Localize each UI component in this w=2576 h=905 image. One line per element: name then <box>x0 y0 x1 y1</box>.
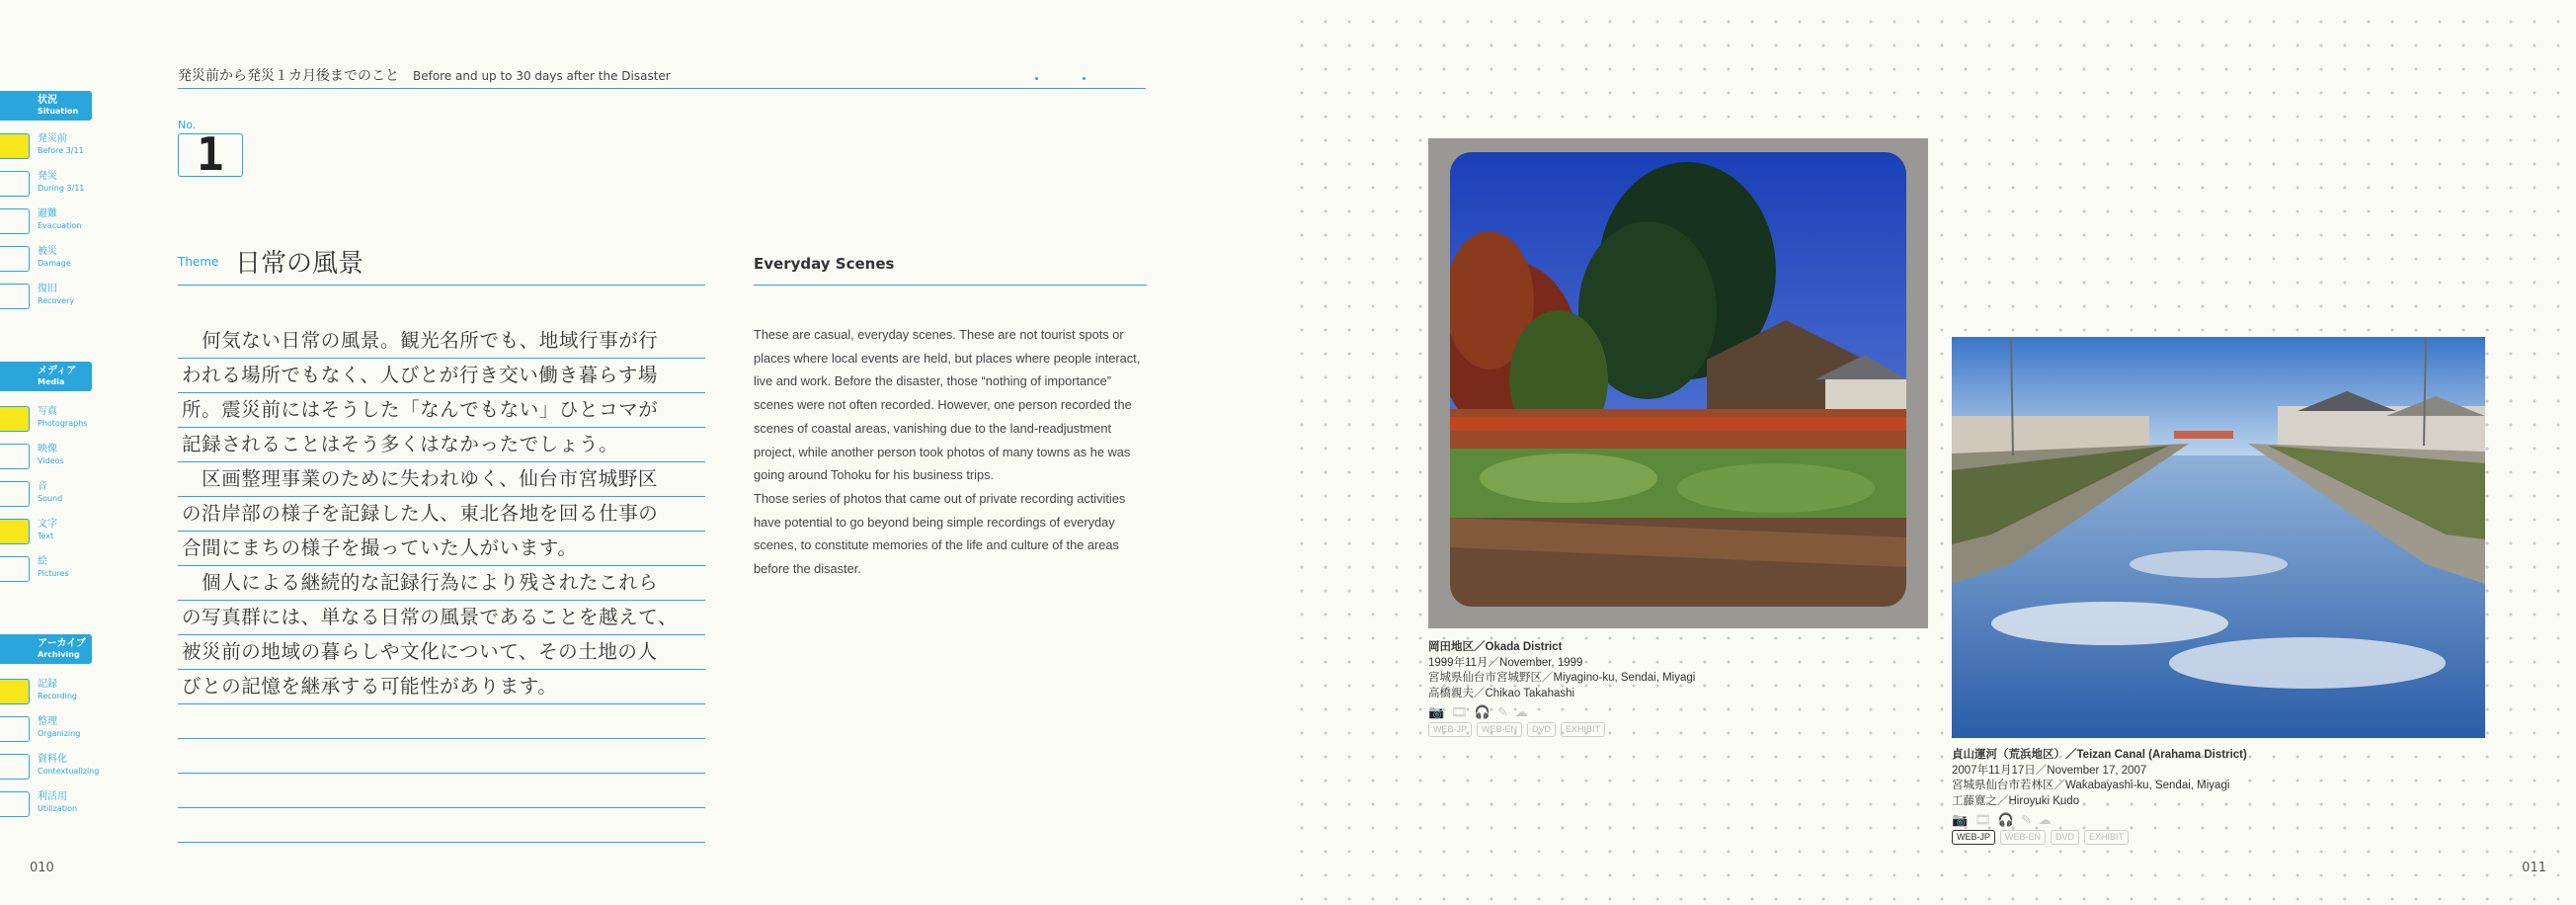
sidebar-item-during <box>0 171 99 197</box>
item-label-en: Text <box>38 532 54 540</box>
item-label: 避難 <box>38 208 57 219</box>
body-text-jp <box>178 324 705 843</box>
index-marker <box>0 444 30 469</box>
tag-exhibit: EXHIBIT <box>1561 722 1605 737</box>
theme-title: 日常の風景 <box>235 249 364 279</box>
index-marker <box>0 754 30 780</box>
sidebar-item-before <box>0 133 99 159</box>
item-label-en: Evacuation <box>38 221 82 230</box>
sidebar-group-title: アーカイブ <box>38 638 86 649</box>
body-line: 記録されることはそう多くはなかったでしょう。 <box>178 428 705 462</box>
sidebar-group-title: 状況 <box>38 95 57 106</box>
sidebar-item-photographs <box>0 406 99 432</box>
text-icon: ✎ <box>2020 812 2032 827</box>
item-label: 映像 <box>38 444 57 454</box>
photo-title: 貞山運河（荒浜地区）／Teizan Canal (Arahama District) <box>1952 749 2247 761</box>
index-marker <box>0 246 30 272</box>
page-number-right: 011 <box>2522 861 2546 875</box>
media-icons <box>1428 705 1695 719</box>
photo-okada-frame <box>1428 138 1928 628</box>
decor-dot <box>1083 77 1086 80</box>
sidebar-item-pictures <box>0 556 99 582</box>
sidebar-item-contextualizing <box>0 754 99 780</box>
sidebar-group-archiving <box>0 634 92 664</box>
sidebar-item-text <box>0 519 99 544</box>
sidebar-item-utilization <box>0 791 99 817</box>
body-line: 合間にまちの様子を撮っていた人がいます。 <box>178 532 705 566</box>
english-title: Everyday Scenes <box>754 255 895 273</box>
item-label-en: Sound <box>38 494 63 503</box>
item-label: 復旧 <box>38 284 57 294</box>
item-label: 被災 <box>38 246 57 257</box>
sidebar-item-sound <box>0 481 99 507</box>
body-line: びとの記憶を継承する可能性があります。 <box>178 670 705 704</box>
photo-author: 工藤寛之／Hiroyuki Kudo <box>1952 794 2080 807</box>
index-marker <box>0 284 30 309</box>
photo-okada-caption <box>1428 640 1695 737</box>
headphones-icon: 🎧 <box>1997 812 2014 827</box>
sidebar-item-evacuation <box>0 208 99 234</box>
sidebar-group-title-en: Situation <box>38 107 79 116</box>
running-head-title-en: Before and up to 30 days after the Disaster <box>413 69 671 83</box>
photo-okada <box>1450 152 1906 607</box>
item-label-en: During 3/11 <box>38 184 85 193</box>
sidebar-item-damage <box>0 246 99 272</box>
body-line: 個人による継続的な記録行為により残されたこれら <box>178 566 705 601</box>
body-line <box>178 774 705 808</box>
sidebar-item-videos <box>0 444 99 469</box>
publication-tags <box>1952 830 2247 845</box>
item-label: 音 <box>38 481 47 492</box>
camera-icon: 📷 <box>1952 812 1969 827</box>
photo-author: 高橋親夫／Chikao Takahashi <box>1428 687 1575 699</box>
entry-number: 1 <box>178 133 243 177</box>
media-icons <box>1952 813 2247 827</box>
item-label: 文字 <box>38 519 57 530</box>
item-label: 写真 <box>38 406 57 417</box>
item-label-en: Utilization <box>38 804 78 813</box>
body-line: の写真群には、単なる日常の風景であることを越えて、 <box>178 601 705 635</box>
body-en-paragraph: Those series of photos that came out of private recording activities have potential to go beyond being simple recordings of everyday scenes, to constitute memories of the life and culture of the areas before the disaster. <box>754 490 1126 577</box>
tag-web-en: WEB-EN <box>2000 830 2046 845</box>
sidebar-group-title-en: Archiving <box>38 650 80 659</box>
text-icon: ✎ <box>1496 704 1508 719</box>
body-line: 被災前の地域の暮らしや文化について、その土地の人 <box>178 635 705 670</box>
index-marker <box>0 556 30 582</box>
tag-web-en: WEB-EN <box>1477 722 1522 737</box>
tag-web-jp: WEB-JP <box>1952 830 1995 845</box>
photo-date: 1999年11月／November, 1999 <box>1428 656 1583 669</box>
index-marker <box>0 481 30 507</box>
index-marker <box>0 716 30 742</box>
photo-teizan-canal <box>1952 337 2485 738</box>
index-marker <box>0 171 30 197</box>
running-head <box>178 65 1146 89</box>
body-text-en <box>754 323 1149 581</box>
index-marker <box>0 519 30 544</box>
body-line: 何気ない日常の風景。観光名所でも、地域行事が行 <box>178 324 705 359</box>
index-marker <box>0 133 30 159</box>
item-label-en: Recording <box>38 692 78 700</box>
english-title-rule <box>754 285 1147 286</box>
sidebar-group-situation <box>0 91 92 121</box>
index-marker <box>0 679 30 704</box>
decor-dot <box>1035 77 1038 80</box>
theme-label: Theme <box>178 255 219 269</box>
body-line <box>178 808 705 843</box>
item-label-en: Pictures <box>38 569 69 578</box>
photo-place: 宮城県仙台市宮城野区／Miyagino-ku, Sendai, Miyagi <box>1428 672 1696 684</box>
item-label: 発災 <box>38 171 57 182</box>
index-marker <box>0 791 30 817</box>
body-line <box>178 739 705 774</box>
item-label-en: Organizing <box>38 729 81 738</box>
camera-icon: 📷 <box>1428 704 1445 719</box>
publication-tags <box>1428 722 1695 737</box>
sidebar-item-recovery <box>0 284 99 309</box>
video-icon: 🎞 <box>1451 704 1468 719</box>
tag-dvd: DVD <box>2051 830 2079 845</box>
item-label-en: Videos <box>38 456 64 465</box>
body-line <box>178 704 705 739</box>
item-label: 資料化 <box>38 754 67 765</box>
item-label-en: Contextualizing <box>38 767 100 776</box>
item-label: 利活用 <box>38 791 67 802</box>
picture-icon: ☁ <box>2038 812 2052 827</box>
body-line: の沿岸部の様子を記録した人、東北各地を回る仕事の <box>178 497 705 532</box>
tag-exhibit: EXHIBIT <box>2084 830 2129 845</box>
photo-teizan-canal-image <box>1952 337 2485 738</box>
theme-rule <box>178 285 705 286</box>
sidebar-item-organizing <box>0 716 99 742</box>
photo-okada-image <box>1450 152 1906 607</box>
photo-date: 2007年11月17日／November 17, 2007 <box>1952 764 2147 777</box>
headphones-icon: 🎧 <box>1474 704 1490 719</box>
body-en-paragraph: These are casual, everyday scenes. These are not tourist spots or places where local events are held, but places where people interact, live and work. Before the disaster, those “nothing of importance” scenes were not often recorded. However, one person recorded the scenes of coastal areas, vanishing due to the land-readjustment project, while another person took photos of many towns as he was going around Tohoku for his business trips. <box>754 327 1141 483</box>
item-label: 整理 <box>38 716 57 727</box>
sidebar-item-recording <box>0 679 99 704</box>
item-label-en: Damage <box>38 259 71 268</box>
body-line: われる場所でもなく、人びとが行き交い働き暮らす場 <box>178 359 705 393</box>
sidebar-index <box>0 0 99 905</box>
video-icon: 🎞 <box>1974 812 1991 827</box>
sidebar-group-title: メディア <box>38 366 77 376</box>
item-label-en: Photographs <box>38 419 88 428</box>
tag-web-jp: WEB-JP <box>1428 722 1472 737</box>
tag-dvd: DVD <box>1527 722 1556 737</box>
photo-teizan-caption <box>1952 748 2247 845</box>
page-number-left: 010 <box>30 861 54 875</box>
index-marker <box>0 208 30 234</box>
body-line: 所。震災前にはそうした「なんでもない」ひとコマが <box>178 393 705 428</box>
sidebar-group-media <box>0 362 92 391</box>
item-label: 絵 <box>38 556 47 567</box>
picture-icon: ☁ <box>1514 704 1528 719</box>
item-label-en: Before 3/11 <box>38 146 84 155</box>
running-head-title-jp: 発災前から発災１カ月後までのこと <box>178 68 399 84</box>
sidebar-group-title-en: Media <box>38 377 65 386</box>
item-label: 発災前 <box>38 133 67 144</box>
body-line: 区画整理事業のために失われゆく、仙台市宮城野区 <box>178 462 705 497</box>
index-marker <box>0 406 30 432</box>
photo-title: 岡田地区／Okada District <box>1428 641 1563 653</box>
item-label-en: Recovery <box>38 296 75 305</box>
entry-no-label: No. <box>178 119 197 131</box>
photo-place: 宮城県仙台市若林区／Wakabayashi-ku, Sendai, Miyagi <box>1952 780 2230 791</box>
item-label: 記録 <box>38 679 57 690</box>
